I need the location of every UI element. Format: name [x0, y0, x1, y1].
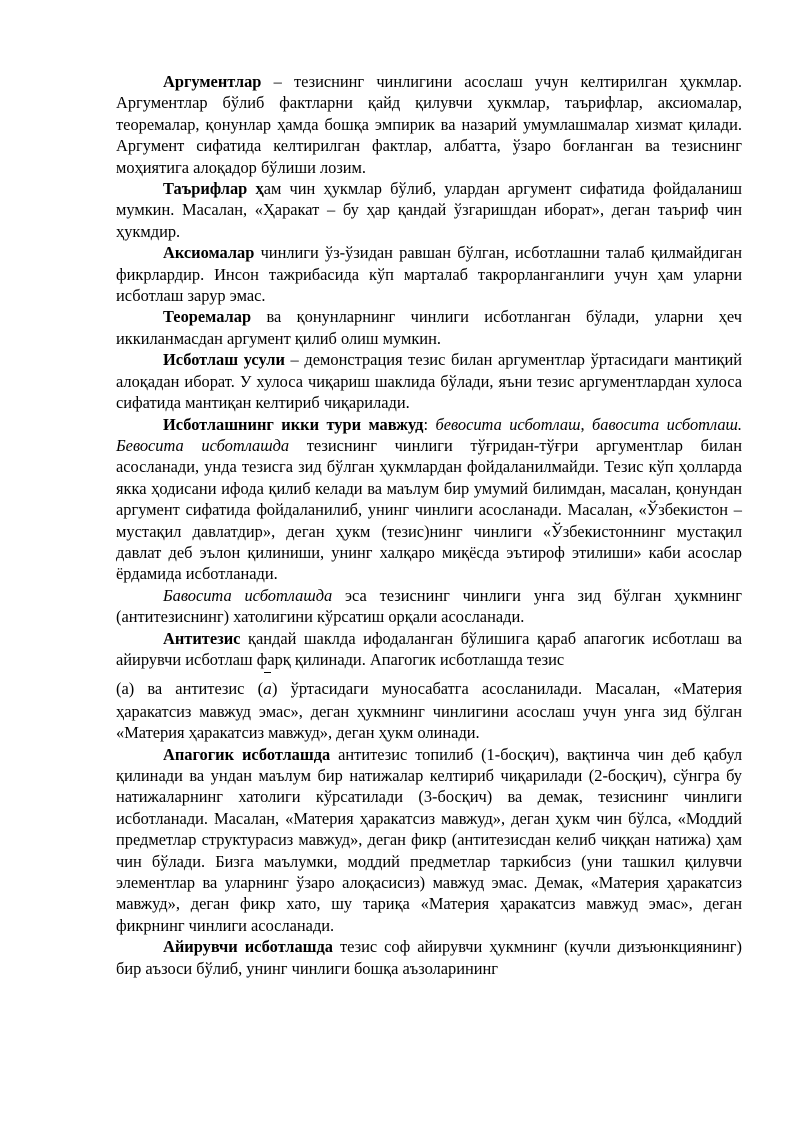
paragraph-two-proof-types: [116, 414, 742, 585]
term-proof-method: Исботлаш усули: [163, 350, 285, 370]
term-apagogic-proof: Апагогик исботлашда: [163, 744, 331, 764]
term-indirect-proof-lead: Бавосита исботлашда: [163, 585, 333, 605]
paragraph-text: (а) ва антитезис (: [116, 679, 264, 699]
term-axioms: Аксиомалар: [163, 243, 255, 263]
paragraph-disjunctive-proof: [116, 936, 742, 979]
paragraph-text: – демонстрация тезис билан аргументлар ўртасидаги мантиқий алоқадан иборат. У хулоса чиқариш шаклида бўлади, яъни тезис аргументлардан хулоса сифатида мантиқан келтириб чиқарилади.: [116, 350, 743, 413]
paragraph-arguments: [116, 71, 742, 178]
term-antithesis: Антитезис: [163, 628, 241, 648]
paragraph-text: чинлиги ўз-ўзидан равшан бўлган, исботлашни талаб қилмайдиган фикрлардир. Инсон тажрибасида кўп марталаб такрорланганлиги учун ҳам уларни исботлаш зарур эмас.: [116, 243, 742, 306]
term-definitions: Таърифлар ҳ: [163, 179, 264, 199]
paragraph-text: қандай шаклда ифодаланган бўлишига қараб апагогик исботлаш ва айирувчи исботлаш фарқ қилинади. Апагогик исботлашда тезис: [116, 628, 742, 669]
term-arguments: Аргументлар: [163, 72, 262, 91]
paragraph-definitions: [116, 178, 742, 242]
paragraph-proof-method: [116, 349, 742, 413]
document-page: [116, 71, 742, 979]
paragraph-text: ) ўртасидаги муносабатга асосланилади. Масалан, «Материя ҳаракатсиз мавжуд эмас», деган ҳукмнинг чинлигини асослаш учун унга зид бўлган «Материя ҳаракатсиз мавжуд», деган ҳукм олинади.: [116, 679, 742, 743]
paragraph-antithesis-continued: [116, 678, 742, 743]
term-theorems: Теоремалар: [163, 307, 252, 327]
paragraph-apagogic-proof: [116, 744, 742, 937]
paragraph-antithesis: [116, 628, 742, 671]
paragraph-text: антитезис топилиб (1-босқич), вақтинча чин деб қабул қилинади ва ундан маълум бир натижалар келтириб чиқарилади (2-босқич), сўнгра бу натижаларнинг хатолиги кўрсатилади (3-босқич) ва демак, тезиснинг чинлиги исботланади. Масалан, «Материя ҳаракатсиз мавжуд», деган ҳукм чин бўлса, «Моддий предметлар структурасиз мавжуд», деган фикр (антитезисдан келиб чиққан натижа) ҳам чин бўлади. Бизга маълумки, моддий предметлар таркибсиз (уни ташкил қилувчи элементлар ва уларнинг ўзаро алоқасисиз) мавжуд эмас. Демак, «Материя ҳаракатсиз мавжуд», деган фикр хато, шу тариқа «Материя ҳаракатсиз мавжуд эмас», деган фикрнинг чинлиги асосланади.: [116, 744, 742, 935]
paragraph-text: тезис соф айирувчи ҳукмнинг (кучли дизъюнкциянинг) бир аъзоси бўлиб, унинг чинлиги бошқа аъзоларининг: [116, 937, 742, 978]
paragraph-indirect-proof: [116, 585, 742, 628]
negated-a-symbol: a: [263, 679, 272, 700]
term-two-proof-types: Исботлашнинг икки тури мавжуд: [163, 414, 424, 434]
term-indirect-proof: бавосита исботлаш. Бевосита исботлашда: [116, 414, 742, 455]
term-disjunctive-proof: Айирувчи исботлашда: [163, 937, 333, 957]
paragraph-text: ,: [580, 414, 592, 434]
term-direct-proof: бевосита исботлаш: [435, 414, 581, 434]
paragraph-text: ва қонунларнинг чинлиги исботланган бўлади, уларни ҳеч иккиланмасдан аргумент қилиб олиш мумкин.: [116, 307, 742, 348]
paragraph-text: – тезиснинг чинлигини асослаш учун келтирилган ҳукмлар. Аргументлар бўлиб фактларни қайд қилувчи ҳукмлар, таърифлар, аксиомалар, теоремалар, қонунлар ҳамда бошқа эмпирик ва назарий умумлашмалар хизмат қилади. Аргумент сифатида келтирилган фактлар, албатта, ўзаро боғланган ва тезиснинг моҳиятига алоқадор бўлиши лозим.: [116, 72, 742, 177]
paragraph-theorems: [116, 306, 742, 349]
paragraph-text: эса тезиснинг чинлиги унга зид бўлган ҳукмнинг (антитезиснинг) хатолигини кўрсатиш орқали асосланади.: [116, 585, 742, 627]
paragraph-text: ам чин ҳукмлар бўлиб, улардан аргумент сифатида фойдаланиш мумкин. Масалан, «Ҳаракат – бу ҳар қандай ўзгаришдан иборат», деган таъриф чин ҳукмдир.: [116, 179, 742, 241]
paragraph-text: тезиснинг чинлиги тўғридан-тўғри аргументлар билан асосланади, унда тезисга зид бўлган ҳукмлардан фойдаланилмайди. Тезис кўп ҳолларда якка ҳодисани ифода қилиб келади ва маълум бир умумий билимдан, масалан, қонундан аргумент сифатида фойдаланилиб, унинг чинлиги асосланади. Масалан, «Ўзбекистон – мустақил давлатдир», деган ҳукм (тезис)нинг чинлиги «Ўзбекистоннинг мустақил давлат деб эълон қилиниши, унинг халқаро миқёсда эътироф этилиши» каби асослар ёрдамида исботланади.: [116, 435, 742, 584]
paragraph-axioms: [116, 242, 742, 306]
paragraph-text: :: [423, 414, 436, 434]
